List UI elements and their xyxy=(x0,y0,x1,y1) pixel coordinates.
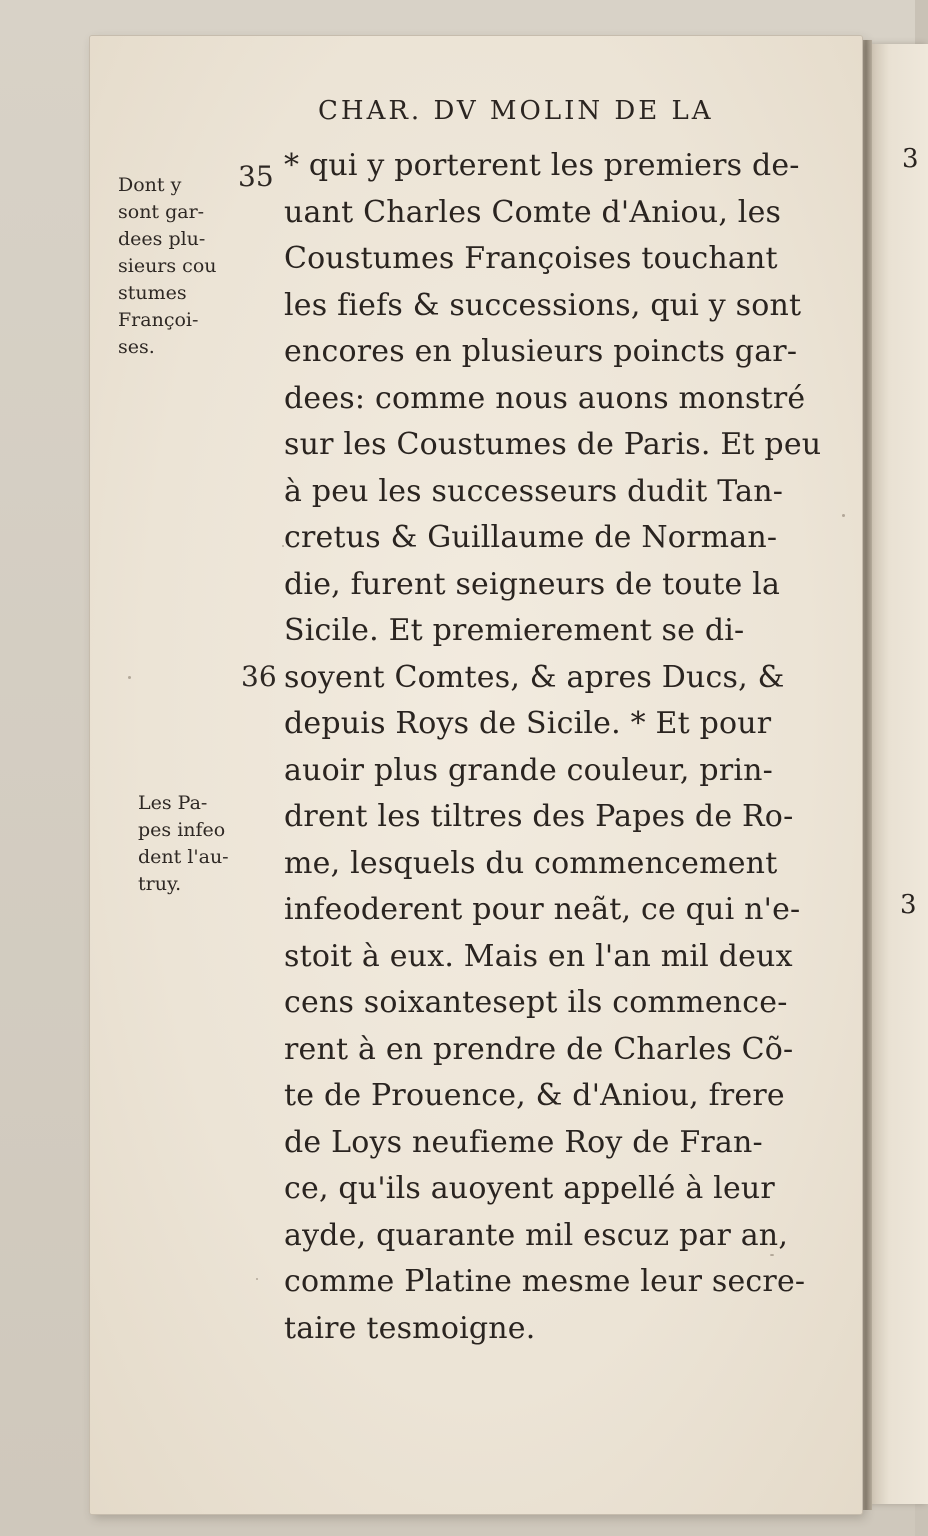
running-head: CHAR. DV MOLIN DE LA xyxy=(318,96,714,126)
text-line: les fiefs & successions, qui y sont xyxy=(284,287,802,323)
margin-note-line: truy. xyxy=(138,873,182,895)
text-line: te de Prouence, & d'Aniou, frere xyxy=(284,1078,785,1113)
text-line: dees: comme nous auons monstré xyxy=(284,380,806,416)
text-line: infeoderent pour neãt, ce qui n'e- xyxy=(284,892,801,927)
text-line: uant Charles Comte d'Aniou, les xyxy=(284,194,782,230)
margin-note-line: Françoi- xyxy=(118,309,199,331)
margin-note-line: ses. xyxy=(118,336,155,358)
paper-speck xyxy=(282,545,284,547)
text-line: ce, qu'ils auoyent appellé à leur xyxy=(284,1171,775,1206)
text-line: ayde, quarante mil escuz par an, xyxy=(284,1217,789,1253)
margin-note-line: pes infeo xyxy=(138,819,226,841)
line-number-36: 36 xyxy=(241,660,277,693)
paper-speck xyxy=(256,1278,258,1280)
text-line: me, lesquels du commencement xyxy=(284,845,778,881)
text-line: cens soixantesept ils commence- xyxy=(284,985,788,1020)
text-line: à peu les successeurs dudit Tan- xyxy=(284,473,784,509)
line-number-35: 35 xyxy=(238,160,274,193)
paper-speck xyxy=(770,1254,774,1256)
text-line: soyent Comtes, & apres Ducs, & xyxy=(284,659,785,695)
text-line: rent à en prendre de Charles Cõ- xyxy=(284,1031,794,1067)
margin-note-line: stumes xyxy=(118,282,187,304)
text-line: de Loys neufieme Roy de Fran- xyxy=(284,1124,763,1160)
facing-page-fragment-middle: 3 xyxy=(900,890,917,920)
text-line: depuis Roys de Sicile. * Et pour xyxy=(284,706,772,741)
text-line: sur les Coustumes de Paris. Et peu xyxy=(284,427,822,462)
text-line: taire tesmoigne. xyxy=(284,1310,536,1346)
margin-note-papes xyxy=(138,790,229,898)
text-line: stoit à eux. Mais en l'an mil deux xyxy=(284,938,793,974)
facing-page-edge xyxy=(868,44,928,1504)
body-text xyxy=(284,143,821,1352)
margin-note-line: Dont y xyxy=(118,174,182,196)
text-line: comme Platine mesme leur secre- xyxy=(284,1264,806,1299)
text-line: drent les tiltres des Papes de Ro- xyxy=(284,799,794,834)
text-line: Sicile. Et premierement se di- xyxy=(284,613,745,648)
margin-note-line: dent l'au- xyxy=(138,846,229,868)
margin-note-line: dees plu- xyxy=(118,228,206,250)
margin-note-line: sont gar- xyxy=(118,201,205,223)
paper-speck xyxy=(842,514,845,517)
paper-speck xyxy=(128,676,131,679)
facing-page-fragment-top: 3 xyxy=(902,144,919,174)
text-line: die, furent seigneurs de toute la xyxy=(284,566,781,602)
margin-note-line: sieurs cou xyxy=(118,255,217,277)
text-line: auoir plus grande couleur, prin- xyxy=(284,752,774,788)
margin-note-line: Les Pa- xyxy=(138,792,208,814)
margin-note-coustumes xyxy=(118,172,217,361)
text-line: encores en plusieurs poincts gar- xyxy=(284,334,798,369)
text-line: cretus & Guillaume de Norman- xyxy=(284,520,778,555)
text-line: * qui y porterent les premiers de- xyxy=(284,148,800,183)
text-line: Coustumes Françoises touchant xyxy=(284,241,778,276)
